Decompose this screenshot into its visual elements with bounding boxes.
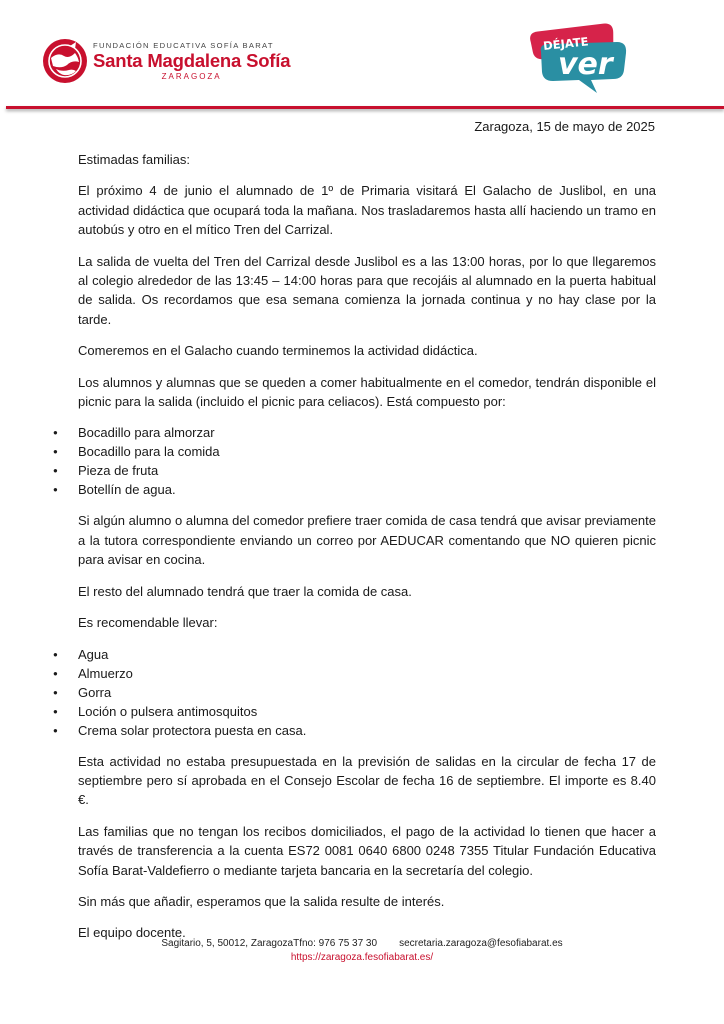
paragraph-home-food: Si algún alumno o alumna del comedor prefiere traer comida de casa tendrá que avisar previamente a la tutora correspondiente enviando un correo por AEDUCAR comentando que NO quieren picnic para avisar en cocina. [78, 513, 656, 568]
list-item: ● Bocadillo para almorzar [0, 423, 656, 442]
paragraph-recommend: Es recomendable llevar: [78, 615, 218, 631]
list-item: ● Bocadillo para la comida [0, 442, 656, 461]
city-name: ZARAGOZA [161, 71, 222, 81]
paragraph-excursion: El próximo 4 de junio el alumnado de 1º de Primaria visitará El Galacho de Juslibol, en una actividad didáctica que ocupará toda la mañana. Nos trasladaremos hasta allí haciendo un tramo en autobús y otro en el mítico Tren del Carrizal. [78, 183, 656, 238]
globe-emblem-icon [42, 38, 88, 84]
dejate-ver-logo [525, 22, 635, 98]
org-name-small: FUNDACIÓN EDUCATIVA SOFÍA BARAT [93, 40, 274, 50]
campaign-word-dejate: DÉJATE [542, 34, 590, 53]
header-divider [6, 106, 724, 109]
paragraph-rest-students: El resto del alumnado tendrá que traer la comida de casa. [78, 583, 412, 599]
paragraph-lunch: Comeremos en el Galacho cuando terminemos la actividad didáctica. [78, 343, 478, 359]
footer-website-link[interactable]: https://zaragoza.fesofiabarat.es/ [290, 952, 434, 963]
footer-address: Sagitario, 5, 50012, ZaragozaTfno: 976 75 37 30 [161, 938, 378, 949]
letter-date: Zaragoza, 15 de mayo de 2025 [474, 119, 655, 134]
list-item: ● Almuerzo [0, 664, 656, 683]
list-item: ● Agua [0, 645, 656, 664]
list-item: ● Gorra [0, 683, 656, 702]
paragraph-picnic: Los alumnos y alumnas que se queden a comer habitualmente en el comedor, tendrán disponible el picnic para la salida (incluido el picnic para celiacos). Está compuesto por: [78, 374, 656, 410]
school-name: Santa Magdalena Sofía [93, 49, 291, 71]
list-item: ● Crema solar protectora puesta en casa. [0, 721, 656, 740]
school-logo [42, 38, 290, 84]
paragraph-closing: Sin más que añadir, esperamos que la salida resulte de interés. [78, 893, 445, 909]
picnic-list [0, 423, 656, 499]
list-item: ● Botellín de agua. [0, 480, 656, 499]
footer [0, 937, 724, 965]
list-item: ● Pieza de fruta [0, 461, 656, 480]
list-item: ● Loción o pulsera antimosquitos [0, 702, 656, 721]
paragraph-return-time: La salida de vuelta del Tren del Carrizal desde Juslibol es a las 13:00 horas, por lo que llegaremos al colegio alrededor de las 13:45 – 14:00 horas para que recojáis al alumnado en la puerta habitual de salida. Os recordamos que esa semana comienza la jornada continua y no hay clase por la tarde. [78, 253, 656, 327]
greeting: Estimadas familias: [78, 152, 190, 167]
signoff: El equipo docente. [78, 925, 186, 941]
paragraph-payment: Las familias que no tengan los recibos domiciliados, el pago de la actividad lo tienen que hacer a través de transferencia a la cuenta ES72 0081 0640 6800 0248 7355 Titular Fundación Educativa Sofía Barat-Valdefierro o mediante tarjeta bancaria en la secretaría del colegio. [78, 823, 656, 878]
letter-body [78, 150, 656, 955]
campaign-word-ver: ver [558, 47, 613, 82]
bring-list [0, 645, 656, 740]
footer-email[interactable]: secretaria.zaragoza@fesofiabarat.es [399, 938, 563, 949]
paragraph-budget: Esta actividad no estaba presupuestada en la previsión de salidas en la circular de fecha 17 de septiembre pero sí aprobada en el Consejo Escolar de fecha 16 de septiembre. El importe es 8.40 €. [78, 753, 656, 808]
